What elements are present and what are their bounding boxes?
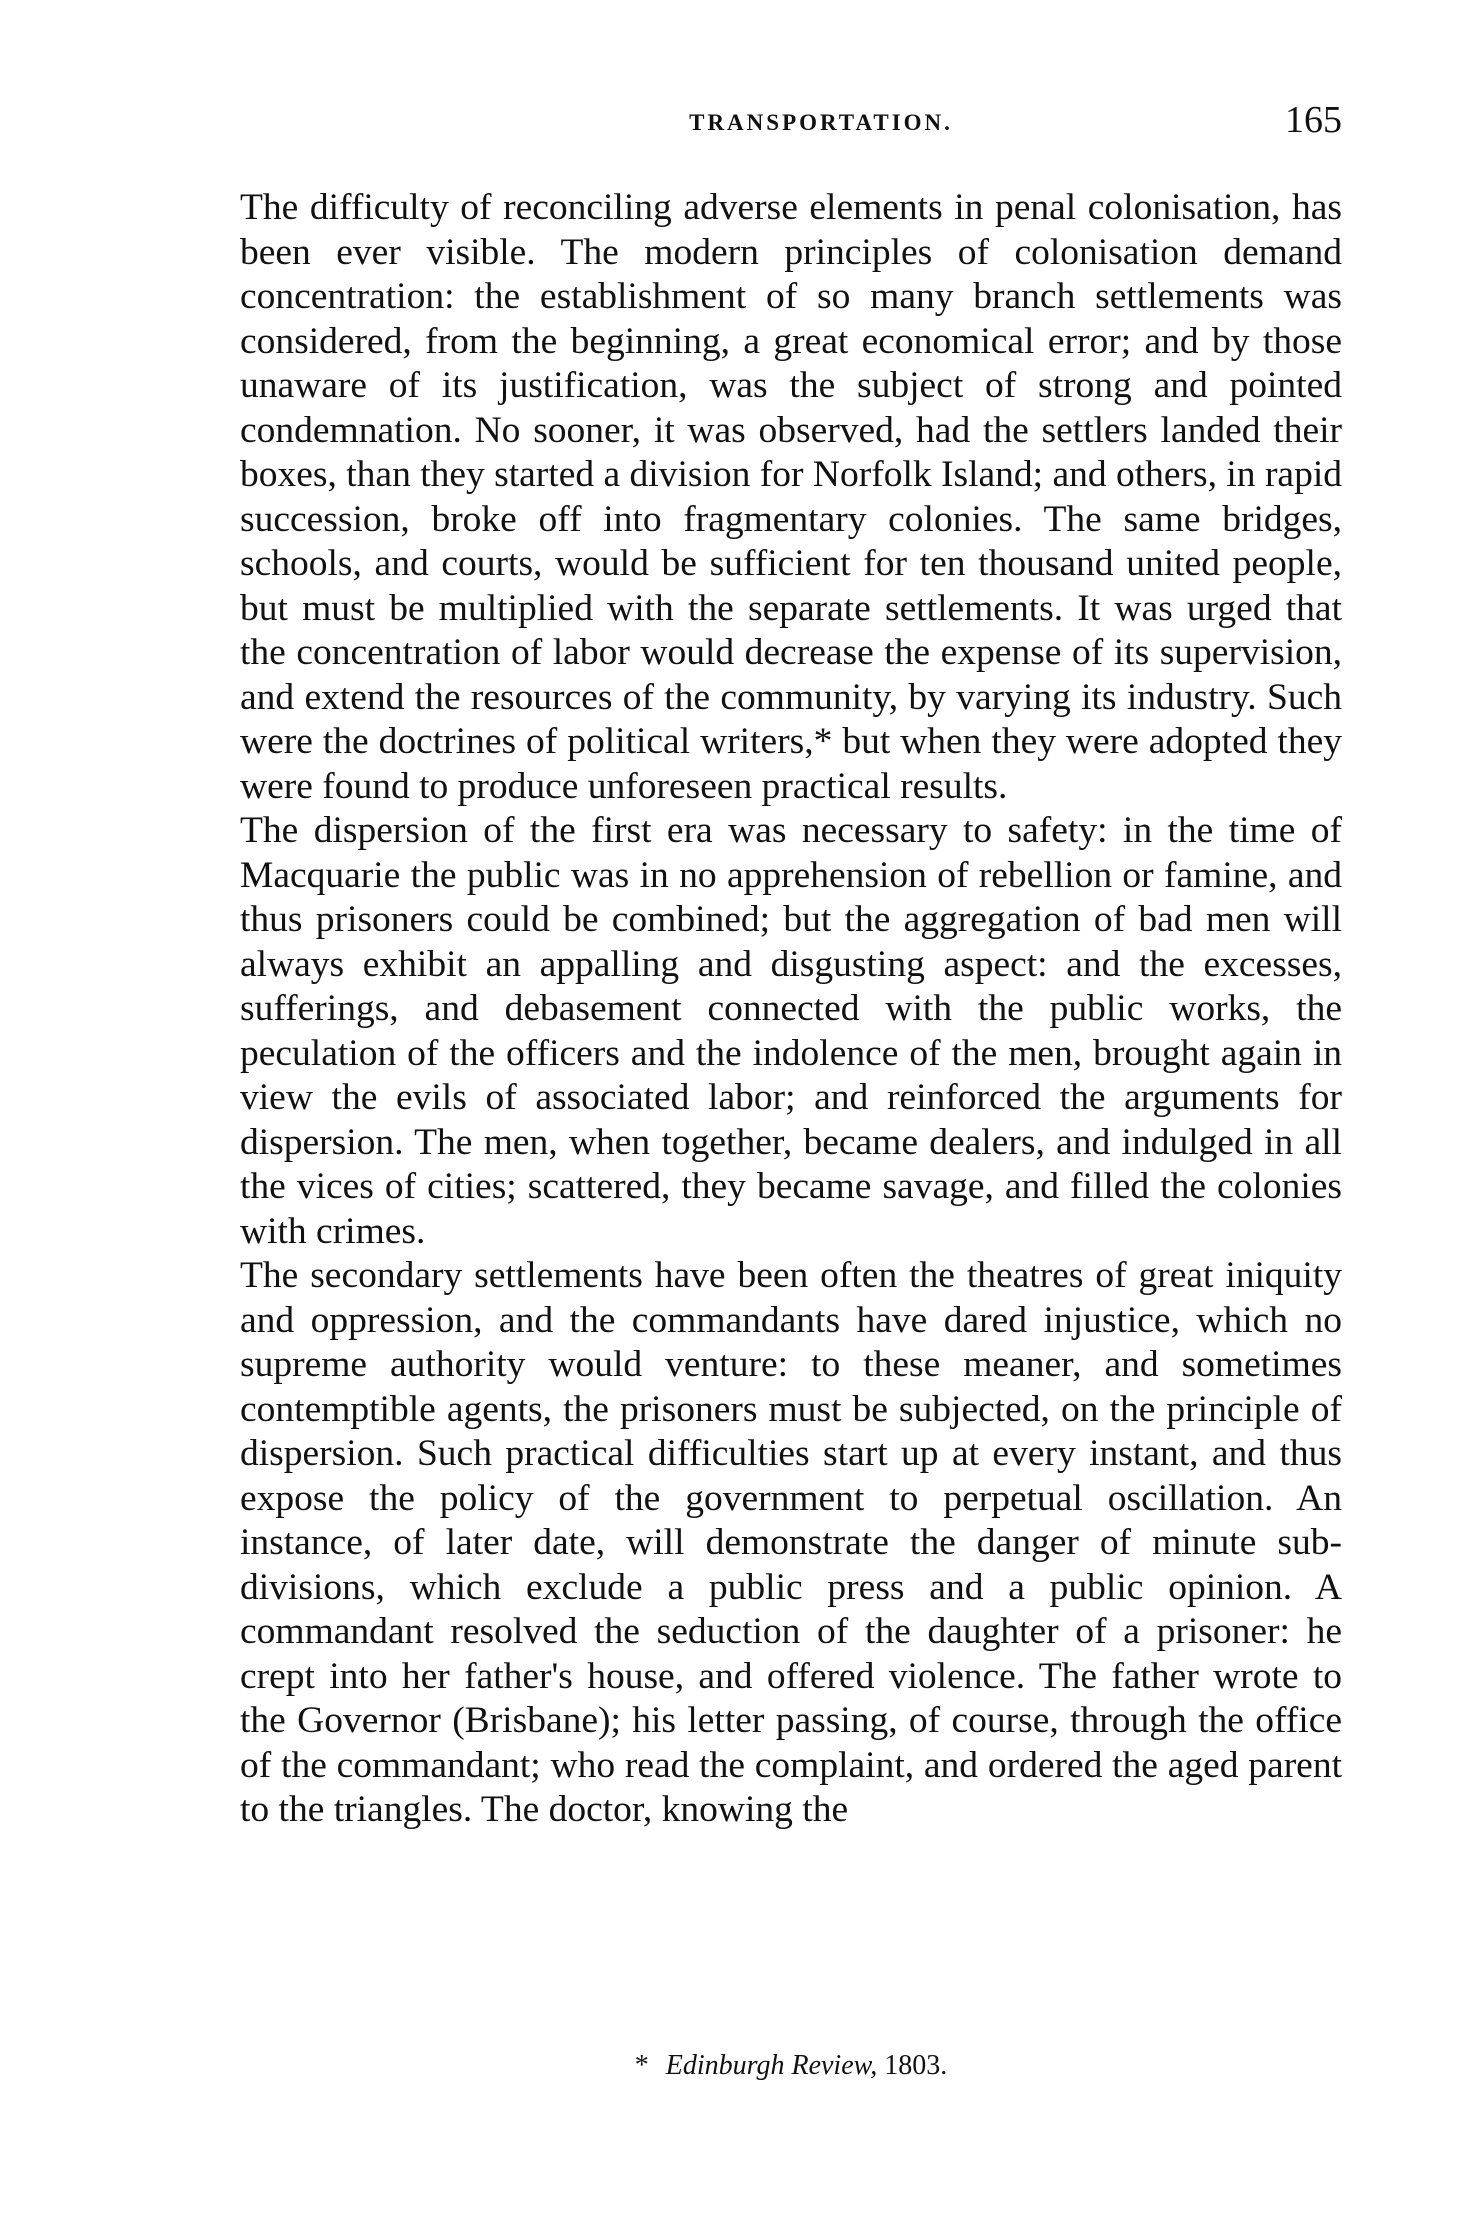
page-header bbox=[240, 98, 1342, 158]
footnote bbox=[240, 2050, 1342, 2082]
body-text bbox=[240, 186, 1342, 1833]
running-title: TRANSPORTATION. bbox=[689, 110, 953, 135]
footnote-source-title: Edinburgh Review, bbox=[665, 2050, 878, 2081]
paragraph-2: The dispersion of the first era was necessary to safety: in the time of Macquarie the public was in no apprehension of rebellion or famine, and thus prisoners could be combined; but the aggregation of bad men will always exhibit an appalling and disgusting aspect: and the excesses, sufferings, and debasement connected with the public works, the peculation of the officers and the indolence of the men, brought again in view the evils of associated labor; and reinforced the arguments for dispersion. The men, when together, became dealers, and indulged in all the vices of cities; scattered, they became savage, and filled the colonies with crimes. bbox=[240, 810, 1342, 1252]
page-number: 165 bbox=[1285, 99, 1342, 141]
paragraph-1: The difficulty of reconciling adverse elements in penal colonisation, has been ever visible. The modern principles of colonisation demand concentration: the establishment of so many branch settlements was considered, from the beginning, a great economical error; and by those unaware of its justification, was the subject of strong and pointed condemnation. No sooner, it was observed, had the settlers landed their boxes, than they started a division for Norfolk Island; and others, in rapid succession, broke off into fragmentary colonies. The same bridges, schools, and courts, would be sufficient for ten thousand united people, but must be multiplied with the separate settlements. It was urged that the concentration of labor would decrease the expense of its supervision, and extend the resources of the community, by varying its industry. Such were the doctrines of political writers,* but when they were adopted they were found to produce unforeseen practical results. bbox=[240, 187, 1342, 807]
footnote-marker: * bbox=[634, 2050, 649, 2081]
paragraph-3: The secondary settlements have been often the theatres of great iniquity and oppression, and the commandants have dared injustice, which no supreme authority would venture: to these meaner, and sometimes contemptible agents, the prisoners must be subjected, on the principle of dispersion. Such practical difficulties start up at every instant, and thus expose the policy of the government to perpetual oscillation. An instance, of later date, will demonstrate the danger of minute sub-divisions, which exclude a public press and a public opinion. A commandant resolved the seduction of the daughter of a prisoner: he crept into her father's house, and offered violence. The father wrote to the Governor (Brisbane); his letter passing, of course, through the office of the commandant; who read the complaint, and ordered the aged parent to the triangles. The doctor, knowing the bbox=[240, 1255, 1342, 1830]
footnote-year: 1803. bbox=[884, 2050, 948, 2081]
